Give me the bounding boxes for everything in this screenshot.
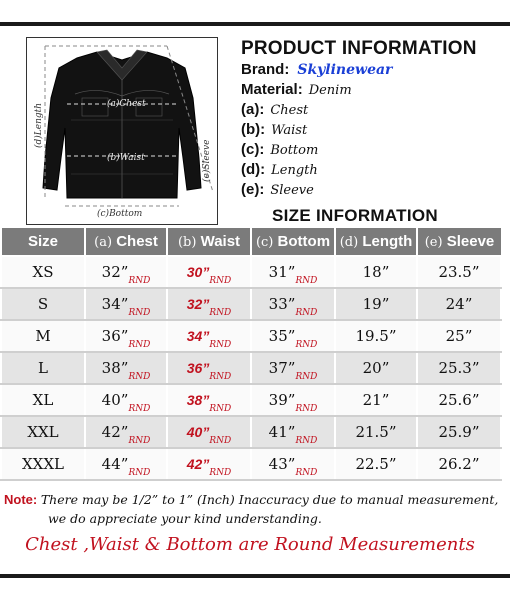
table-row	[1, 288, 501, 320]
legend-row-length	[241, 160, 503, 180]
cell-chest: $40”_{RND}$	[85, 384, 167, 416]
note-text-2: we do appreciate your kind understanding.	[48, 511, 322, 526]
legend-value: Waist	[271, 123, 308, 138]
table-row	[1, 320, 501, 352]
material-row	[241, 80, 503, 100]
cell-bottom: $41”_{RND}$	[251, 416, 335, 448]
diagram-bottom-label: (c)Bottom	[97, 209, 143, 219]
table-row	[1, 416, 501, 448]
cell-bottom: $37”_{RND}$	[251, 352, 335, 384]
cell-sleeve: 26.2”	[417, 448, 501, 480]
cell-length: 21.5”	[335, 416, 417, 448]
size-info-title: SIZE INFORMATION	[272, 206, 438, 225]
table-row	[1, 256, 501, 288]
legend-row-waist	[241, 120, 503, 140]
cell-sleeve: 25.3”	[417, 352, 501, 384]
product-info-title: PRODUCT INFORMATION	[241, 38, 477, 59]
jacket-diagram	[26, 37, 218, 225]
cell-sleeve: 24”	[417, 288, 501, 320]
legend-key: (d):	[241, 161, 266, 178]
material-value: Denim	[308, 83, 352, 98]
note-line-2	[4, 509, 510, 528]
cell-bottom: $31”_{RND}$	[251, 256, 335, 288]
cell-bottom: $35”_{RND}$	[251, 320, 335, 352]
top-border	[0, 22, 510, 26]
cell-sleeve: 25”	[417, 320, 501, 352]
cell-size: L	[1, 352, 85, 384]
size-table-header	[1, 228, 501, 256]
header-length: (d) Length	[335, 228, 417, 256]
header-sleeve: (e) Sleeve	[417, 228, 501, 256]
cell-waist: $40”_{RND}$	[167, 416, 251, 448]
cell-size: S	[1, 288, 85, 320]
legend-value: Sleeve	[270, 183, 314, 198]
cell-chest: $32”_{RND}$	[85, 256, 167, 288]
diagram-sleeve-label: (e)Sleeve	[202, 139, 212, 182]
cell-sleeve: 23.5”	[417, 256, 501, 288]
cell-chest: $44”_{RND}$	[85, 448, 167, 480]
cell-length: 21”	[335, 384, 417, 416]
legend-value: Length	[271, 163, 318, 178]
cell-bottom: $43”_{RND}$	[251, 448, 335, 480]
header-size: Size	[1, 228, 85, 256]
legend-row-bottom	[241, 140, 503, 160]
legend-value: Chest	[270, 103, 309, 118]
cell-length: 22.5”	[335, 448, 417, 480]
legend-key: (e):	[241, 181, 265, 198]
header-bottom: (c) Bottom	[251, 228, 335, 256]
cell-length: 18”	[335, 256, 417, 288]
measurement-note	[4, 490, 510, 528]
cell-chest: $42”_{RND}$	[85, 416, 167, 448]
note-label: Note:	[4, 492, 38, 507]
table-row	[1, 352, 501, 384]
diagram-waist-label: (b)Waist	[107, 153, 145, 163]
cell-waist: $32”_{RND}$	[167, 288, 251, 320]
legend-key: (b):	[241, 121, 266, 138]
brand-row	[241, 60, 503, 80]
round-measurements-note: Chest ,Waist & Bottom are Round Measurements	[25, 534, 475, 555]
note-line-1	[4, 490, 510, 509]
cell-length: 20”	[335, 352, 417, 384]
cell-waist: $36”_{RND}$	[167, 352, 251, 384]
cell-length: 19.5”	[335, 320, 417, 352]
cell-sleeve: 25.6”	[417, 384, 501, 416]
cell-chest: $34”_{RND}$	[85, 288, 167, 320]
diagram-length-label: (d)Length	[34, 102, 44, 148]
legend-value: Bottom	[270, 143, 319, 158]
cell-size: XXXL	[1, 448, 85, 480]
legend-row-sleeve	[241, 180, 503, 200]
jacket-illustration	[27, 38, 217, 224]
cell-size: M	[1, 320, 85, 352]
cell-bottom: $39”_{RND}$	[251, 384, 335, 416]
bottom-border	[0, 574, 510, 578]
cell-waist: $38”_{RND}$	[167, 384, 251, 416]
brand-value: Skylinewear	[297, 62, 393, 78]
cell-chest: $38”_{RND}$	[85, 352, 167, 384]
cell-size: XS	[1, 256, 85, 288]
cell-sleeve: 25.9”	[417, 416, 501, 448]
legend-key: (a):	[241, 101, 265, 118]
legend-row-chest	[241, 100, 503, 120]
cell-size: XL	[1, 384, 85, 416]
cell-length: 19”	[335, 288, 417, 320]
table-row	[1, 384, 501, 416]
material-label: Material:	[241, 81, 303, 98]
header-waist: (b) Waist	[167, 228, 251, 256]
header-chest: (a) Chest	[85, 228, 167, 256]
cell-bottom: $33”_{RND}$	[251, 288, 335, 320]
product-info	[241, 38, 503, 200]
cell-waist: $30”_{RND}$	[167, 256, 251, 288]
size-table	[0, 228, 502, 481]
cell-waist: $42”_{RND}$	[167, 448, 251, 480]
cell-size: XXL	[1, 416, 85, 448]
table-row	[1, 448, 501, 480]
legend-key: (c):	[241, 141, 265, 158]
note-text-1: There may be 1/2” to 1” (Inch) Inaccuracy due to manual measurement,	[40, 492, 499, 507]
cell-waist: $34”_{RND}$	[167, 320, 251, 352]
brand-label: Brand:	[241, 61, 290, 78]
cell-chest: $36”_{RND}$	[85, 320, 167, 352]
diagram-chest-label: (a)Chest	[107, 99, 146, 109]
